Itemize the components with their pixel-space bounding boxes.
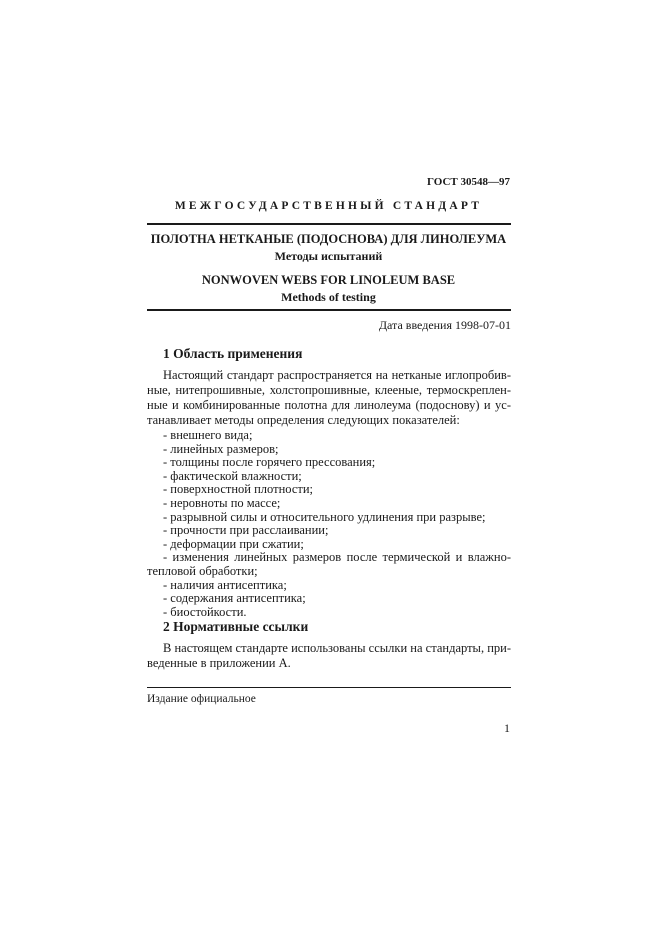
section-2-line: В настоящем стандарте использованы ссылки на стандарты, при- bbox=[163, 641, 511, 655]
russian-subtitle: Методы испытаний bbox=[274, 249, 383, 263]
section-2-line: веденные в приложении А. bbox=[147, 656, 291, 670]
list-item: - содержания антисептика; bbox=[163, 591, 306, 606]
russian-title: ПОЛОТНА НЕТКАНЫЕ (ПОДОСНОВА) ДЛЯ ЛИНОЛЕУМА bbox=[150, 232, 507, 246]
introduction-date: Дата введения 1998-07-01 bbox=[378, 318, 511, 332]
list-item: - толщины после горячего прессования; bbox=[163, 455, 376, 470]
edition-label: Издание официальное bbox=[147, 693, 256, 705]
list-item: - внешнего вида; bbox=[163, 428, 253, 442]
section-1-line: танавливает методы определения следующих показателей: bbox=[147, 413, 460, 427]
list-item: - неровноты по массе; bbox=[163, 496, 281, 510]
title-top-rule bbox=[147, 223, 511, 225]
list-item: - разрывной силы и относительного удлинения при разрыве; bbox=[163, 509, 486, 524]
standard-code: ГОСТ 30548—97 bbox=[427, 176, 510, 188]
list-item: - фактической влажности; bbox=[163, 468, 302, 483]
list-item: - изменения линейных размеров после термической и влажно- bbox=[163, 550, 511, 565]
section-1-line: ные, нитепрошивные, холстопрошивные, клееные, термоскреплен- bbox=[147, 383, 511, 397]
section-2-heading: 2 Нормативные ссылки bbox=[163, 619, 309, 634]
list-item: - прочности при расслаивании; bbox=[163, 523, 329, 538]
english-title: NONWOVEN WEBS FOR LINOLEUM BASE bbox=[201, 273, 456, 287]
interstate-standard-label: МЕЖГОСУДАРСТВЕННЫЙ СТАНДАРТ bbox=[174, 200, 483, 212]
list-item-continuation: тепловой обработки; bbox=[147, 564, 258, 578]
footer-rule bbox=[147, 687, 511, 688]
title-bottom-rule bbox=[147, 309, 511, 311]
english-subtitle: Methods of testing bbox=[281, 290, 376, 304]
section-1-heading: 1 Область применения bbox=[163, 346, 303, 361]
section-1-line: Настоящий стандарт распространяется на нетканые иглопробив- bbox=[163, 368, 511, 382]
page-number: 1 bbox=[504, 721, 510, 735]
list-item: - линейных размеров; bbox=[163, 441, 279, 456]
list-item: - наличия антисептика; bbox=[163, 577, 287, 592]
list-item: - деформации при сжатии; bbox=[163, 536, 304, 551]
list-item: - поверхностной плотности; bbox=[163, 482, 314, 497]
list-item: - биостойкости. bbox=[163, 604, 247, 619]
section-1-line: ные и комбинированные полотна для линолеума (подоснову) и ус- bbox=[147, 398, 511, 412]
